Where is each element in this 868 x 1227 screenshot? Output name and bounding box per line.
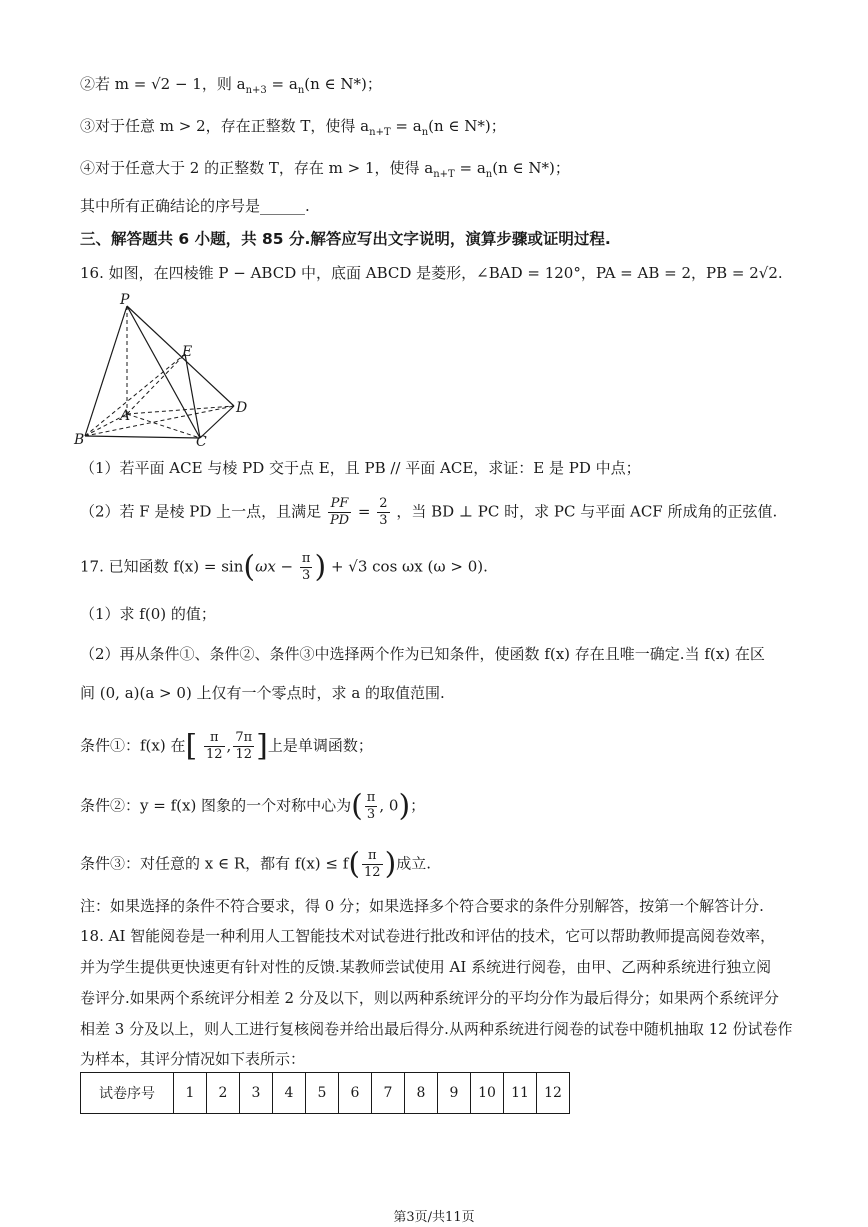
question-18-line-2: 并为学生提供更快速更有针对性的反馈.某教师尝试使用 AI 系统进行阅卷，由甲、乙两种系统进行独立阅 [80, 958, 772, 976]
question-18-line-3: 卷评分.如果两个系统评分相差 2 分及以下，则以两种系统评分的平均分作为最后得分；如果两个系统评分 [80, 989, 779, 1007]
table-cell: 3 [240, 1073, 273, 1114]
label-E: E [182, 344, 193, 360]
condition-2: 条件②：y = f(x) 图象的一个对称中心为( $\frac{\pi}{3}$ , 0)； [80, 788, 426, 824]
pyramid-figure [70, 288, 270, 448]
statement-4: ④对于任意大于 2 的正整数 T，存在 m > 1，使得 $a_{n+T} = a_n(n$ ∈ N*)； [80, 159, 570, 180]
question-16-part-1: （1）若平面 ACE 与棱 PD 交于点 E，且 PB // 平面 ACE，求证：E 是 PD 中点； [80, 459, 641, 477]
question-17-part-2: （2）再从条件①、条件②、条件③中选择两个作为已知条件，使函数 f(x) 存在且唯一确定.当 f(x) 在区 [80, 645, 765, 663]
table-cell: 12 [537, 1073, 570, 1114]
table-cell: 10 [471, 1073, 504, 1114]
question-17-part-2-cont: 间 (0, a)(a > 0) 上仅有一个零点时，求 a 的取值范围. [80, 684, 445, 702]
label-D: D [236, 400, 248, 416]
answer-blank-line: 其中所有正确结论的序号是______. [80, 197, 310, 215]
question-18-line-4: 相差 3 分及以上，则人工进行复核阅卷并给出最后得分.从两种系统进行阅卷的试卷中随机抽取 12 份试卷作 [80, 1020, 793, 1038]
statement-3: ③对于任意 m > 2，存在正整数 T，使得 $a_{n+T} = a_n(n$ ∈ N*)； [80, 117, 506, 138]
table-cell: 7 [372, 1073, 405, 1114]
table-cell: 2 [207, 1073, 240, 1114]
table-cell: 5 [306, 1073, 339, 1114]
table-cell: 9 [438, 1073, 471, 1114]
table-cell: 11 [504, 1073, 537, 1114]
table-row [81, 1073, 570, 1114]
note: 注：如果选择的条件不符合要求，得 0 分；如果选择多个符合要求的条件分别解答，按第一个解答计分. [80, 897, 764, 915]
table-cell: 4 [273, 1073, 306, 1114]
table-header-cell: 试卷序号 [81, 1073, 174, 1114]
page-footer: 第3页/共11页 [393, 1210, 475, 1225]
label-P: P [120, 292, 130, 308]
statement-2: ②若 m = √2 − 1，则 $a_{n+3} = a_n(n$ ∈ N*)； [80, 75, 382, 96]
question-17-part-1: （1）求 f(0) 的值； [80, 605, 216, 623]
label-A: A [120, 408, 131, 424]
condition-1: 条件①：f(x) 在[ $\frac{\pi}{12}$ , $\frac{7\pi}{12}$ ]上是单调函数； [80, 728, 373, 764]
question-16-part-2: （2）若 F 是棱 PD 上一点，且满足 $\frac{PF}{PD}$ = $\frac{2}{3}$ ，当 BD ⊥ PC 时，求 PC 与平面 ACF 所成角的正弦值. [80, 496, 778, 528]
label-C: C [196, 434, 207, 448]
table-cell: 8 [405, 1073, 438, 1114]
score-table [80, 1072, 570, 1114]
section-3-heading: 三、解答题共 6 小题，共 85 分.解答应写出文字说明，演算步骤或证明过程. [80, 230, 611, 248]
table-cell: 6 [339, 1073, 372, 1114]
question-16: 16. 如图，在四棱锥 P − ABCD 中，底面 ABCD 是菱形，∠BAD = 120°，PA = AB = 2，PB = 2√2. [80, 264, 783, 282]
question-18-line-1: 18. AI 智能阅卷是一种利用人工智能技术对试卷进行批改和评估的技术，它可以帮助教师提高阅卷效率， [80, 927, 776, 945]
condition-3: 条件③：对任意的 x ∈ R，都有 f(x) ≤ f( $\frac{\pi}{12}$ )成立. [80, 846, 432, 882]
label-B: B [74, 432, 85, 448]
question-17: 17. 已知函数 f(x) = sin(ωx − $\frac{\pi}{3}$ ) + √3 cos ωx (ω > 0). [80, 549, 488, 585]
question-18-line-5: 为样本，其评分情况如下表所示： [80, 1050, 306, 1068]
table-cell: 1 [174, 1073, 207, 1114]
